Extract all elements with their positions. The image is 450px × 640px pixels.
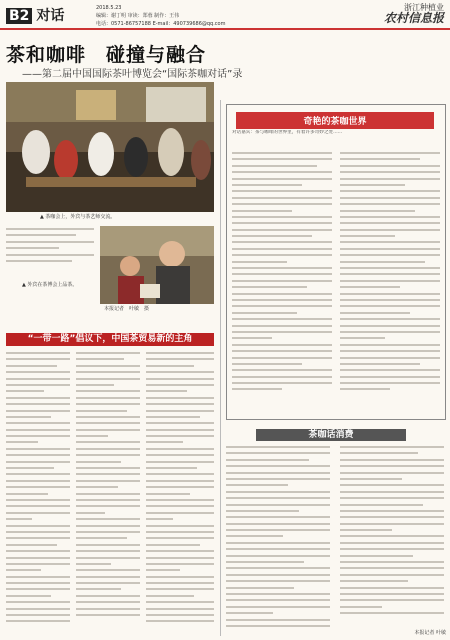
- sidebar-title: 奇艳的茶咖世界: [236, 112, 434, 129]
- sidebar-lead: 对话嘉宾：茶与咖啡的世界里，有着许多奇妙之处……: [232, 130, 343, 135]
- column-divider: [220, 100, 221, 636]
- left-column-3: [146, 352, 214, 636]
- section-name: 对话: [36, 8, 65, 24]
- section-band: “一带一路”倡议下，中国茶贸易新的主角: [6, 333, 214, 346]
- left-photo-side-text: [6, 228, 94, 278]
- issue-date: 2018.5.23: [96, 5, 122, 11]
- article-title: 茶和咖啡 碰撞与融合: [6, 44, 207, 66]
- right-bottom-column-1: [226, 446, 330, 634]
- tea-event-photo: [6, 82, 214, 212]
- paper-masthead: [384, 3, 444, 23]
- sidebar-column-left: [232, 152, 332, 414]
- header-meta: [96, 4, 226, 28]
- footer-source: 本报记者 叶敏: [414, 630, 446, 636]
- page-header: [0, 0, 450, 30]
- section-label: [6, 5, 64, 25]
- photo-credit: 本报记者 叶敏 摄: [104, 306, 150, 312]
- right-bottom-column-2: [340, 446, 444, 626]
- right-section-title: 茶咖话消费: [256, 429, 406, 441]
- article-subtitle: ——第二届中国国际茶叶博览会“国际茶咖对话”录: [22, 69, 243, 80]
- section-number: B2: [6, 8, 32, 24]
- second-photo: [100, 226, 214, 304]
- left-column-2: [76, 352, 140, 636]
- photo-caption-2: ▲ 外宾在茶博会上品茶。: [22, 282, 78, 288]
- paper-region: 浙江种植业: [404, 3, 444, 12]
- paper-name: 农村信息报: [383, 11, 444, 25]
- sidebar-column-right: [340, 152, 440, 414]
- left-column-1: [6, 352, 70, 636]
- photo-caption-1: ▲ 茶咖会上，外宾与茶艺师交流。: [40, 214, 116, 220]
- editor-line: 编辑：谢丁明 审读：郑蓉 制作：王伟: [96, 13, 180, 19]
- contact-line: 电话：0571-86757188 E-mail：490739686@qq.com: [96, 21, 226, 27]
- main-photo: [6, 82, 214, 212]
- guest-tasting-photo: [100, 226, 214, 304]
